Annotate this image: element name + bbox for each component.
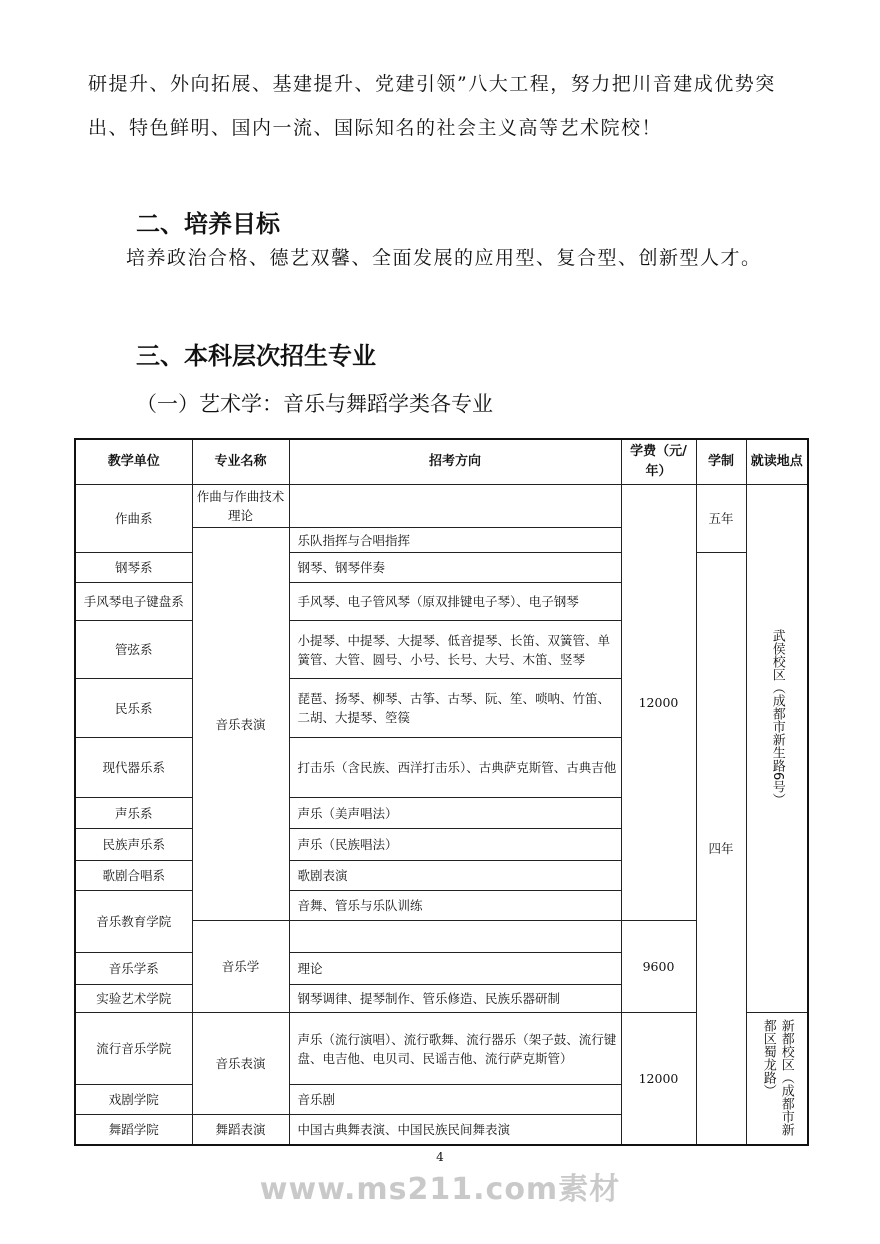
fee-cell: 12000 (621, 1013, 696, 1145)
unit-cell: 现代器乐系 (75, 738, 192, 798)
major-cell: 音乐学 (192, 921, 289, 1013)
direction-cell: 钢琴、钢琴伴奏 (289, 553, 621, 583)
location-cell (746, 485, 808, 1013)
direction-cell: 中国古典舞表演、中国民族民间舞表演 (289, 1115, 621, 1145)
fee-cell: 12000 (621, 485, 696, 921)
unit-cell: 舞蹈学院 (75, 1115, 192, 1145)
header-major: 专业名称 (192, 439, 289, 485)
unit-cell: 民乐系 (75, 679, 192, 738)
header-fee: 学费（元/年） (621, 439, 696, 485)
years-cell: 五年 (696, 485, 746, 553)
years-cell: 四年 (696, 553, 746, 1145)
unit-cell: 作曲系 (75, 485, 192, 553)
header-location: 就读地点 (746, 439, 808, 485)
direction-cell: 乐队指挥与合唱指挥 (289, 528, 621, 553)
unit-cell: 管弦系 (75, 621, 192, 679)
header-years: 学制 (696, 439, 746, 485)
unit-cell: 歌剧合唱系 (75, 861, 192, 891)
direction-cell (289, 485, 621, 528)
direction-cell: 打击乐（含民族、西洋打击乐）、古典萨克斯管、古典吉他 (289, 738, 621, 798)
unit-cell: 流行音乐学院 (75, 1013, 192, 1085)
direction-cell: 音乐剧 (289, 1085, 621, 1115)
direction-cell: 琵琶、扬琴、柳琴、古筝、古琴、阮、笙、唢呐、竹笛、二胡、大提琴、箜篌 (289, 679, 621, 738)
direction-cell (289, 921, 621, 953)
location-cell (746, 1013, 808, 1145)
unit-cell: 音乐教育学院 (75, 891, 192, 953)
fee-cell: 9600 (621, 921, 696, 1013)
unit-cell: 声乐系 (75, 798, 192, 829)
direction-cell: 歌剧表演 (289, 861, 621, 891)
location-text: 武侯校区（成都市新生路6号） (769, 628, 785, 806)
section3-subtitle: （一）艺术学：音乐与舞蹈学类各专业 (136, 392, 493, 416)
section3-title: 三、本科层次招生专业 (136, 342, 376, 370)
direction-cell: 理论 (289, 953, 621, 985)
watermark: www.ms211.com素材 (259, 1172, 621, 1207)
direction-cell: 音舞、管乐与乐队训练 (289, 891, 621, 921)
section2-title: 二、培养目标 (136, 210, 280, 238)
location-text: 新都校区（成都市新都区蜀龙路） (760, 1019, 794, 1137)
header-unit: 教学单位 (75, 439, 192, 485)
direction-cell: 小提琴、中提琴、大提琴、低音提琴、长笛、双簧管、单簧管、大管、圆号、小号、长号、大号、木笛、竖琴 (289, 621, 621, 679)
unit-cell: 实验艺术学院 (75, 985, 192, 1013)
major-cell: 作曲与作曲技术理论 (192, 485, 289, 528)
unit-cell: 戏剧学院 (75, 1085, 192, 1115)
direction-cell: 钢琴调律、提琴制作、管乐修造、民族乐器研制 (289, 985, 621, 1013)
header-direction: 招考方向 (289, 439, 621, 485)
direction-cell: 声乐（流行演唱）、流行歌舞、流行器乐（架子鼓、流行键盘、电吉他、电贝司、民谣吉他、流行萨克斯管） (289, 1013, 621, 1085)
major-cell: 舞蹈表演 (192, 1115, 289, 1145)
unit-cell: 手风琴电子键盘系 (75, 583, 192, 621)
intro-line-2: 出、特色鲜明、国内一流、国际知名的社会主义高等艺术院校！ (88, 117, 663, 139)
page-number: 4 (436, 1150, 444, 1164)
major-cell: 音乐表演 (192, 1013, 289, 1115)
direction-cell: 声乐（民族唱法） (289, 829, 621, 861)
unit-cell: 钢琴系 (75, 553, 192, 583)
unit-cell: 音乐学系 (75, 953, 192, 985)
section2-text: 培养政治合格、德艺双馨、全面发展的应用型、复合型、创新型人才。 (126, 247, 762, 269)
majors-table (74, 438, 809, 1146)
direction-cell: 手风琴、电子管风琴（原双排键电子琴）、电子钢琴 (289, 583, 621, 621)
unit-cell: 民族声乐系 (75, 829, 192, 861)
intro-line-1: 研提升、外向拓展、基建提升、党建引领”八大工程，努力把川音建成优势突 (88, 73, 776, 95)
direction-cell: 声乐（美声唱法） (289, 798, 621, 829)
major-cell: 音乐表演 (192, 528, 289, 921)
